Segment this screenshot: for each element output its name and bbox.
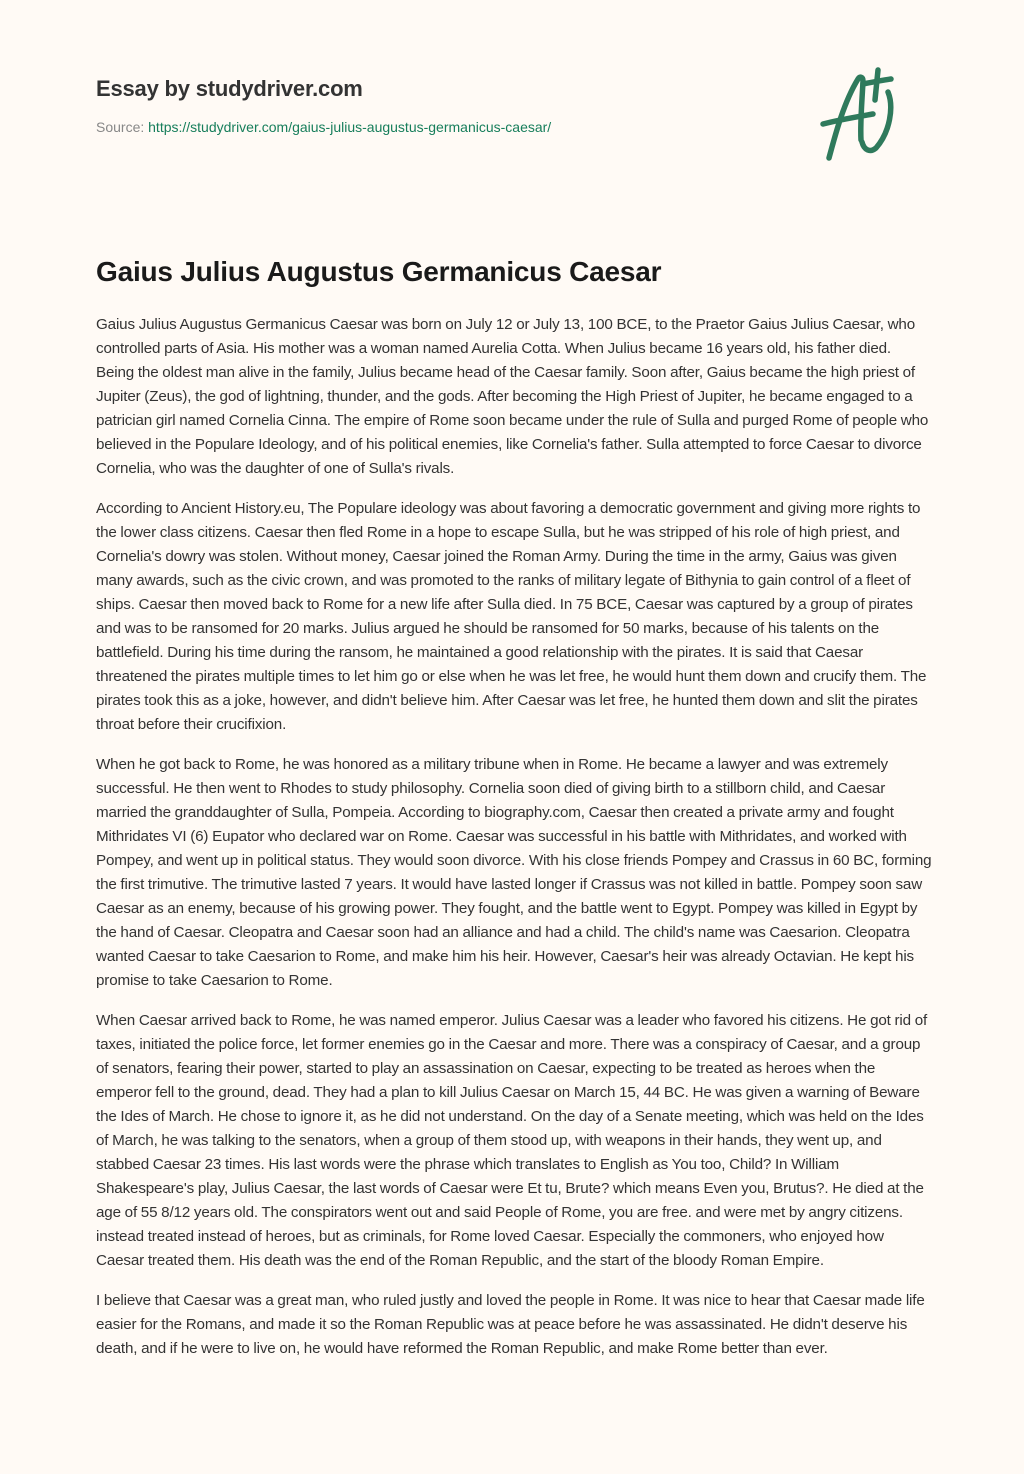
essay-body <box>96 313 932 1377</box>
brand-title: Essay by studydriver.com <box>96 76 363 101</box>
essay-paragraph: Gaius Julius Augustus Germanicus Caesar was born on July 12 or July 13, 100 BCE, to the Praetor Gaius Julius Caesar, who controlled parts of Asia. His mother was a woman named Aurelia Cotta. When Julius became 16 years old, his father died. Being the oldest man alive in the family, Julius became head of the Caesar family. Soon after, Gaius became the high priest of Jupiter (Zeus), the god of lightning, thunder, and the gods. After becoming the High Priest of Jupiter, he became engaged to a patrician girl named Cornelia Cinna. The empire of Rome soon became under the rule of Sulla and purged Rome of people who believed in the Populare Ideology, and of his political enemies, like Cornelia's father. Sulla attempted to force Caesar to divorce Cornelia, who was the daughter of one of Sulla's rivals. <box>96 316 929 477</box>
a-plus-handwritten-icon <box>818 62 938 172</box>
source-label: Source: <box>96 119 149 135</box>
essay-paragraph: According to Ancient History.eu, The Populare ideology was about favoring a democratic government and giving more rights to the lower class citizens. Caesar then fled Rome in a hope to escape Sulla, but he was stripped of his role of high priest, and Cornelia's dowry was stolen. Without money, Caesar joined the Roman Army. During the time in the army, Gaius was given many awards, such as the civic crown, and was promoted to the ranks of military legate of Bithynia to gain control of a fleet of ships. Caesar then moved back to Rome for a new life after Sulla died. In 75 BCE, Caesar was captured by a group of pirates and was to be ransomed for 20 marks. Julius argued he should be ransomed for 50 marks, because of his talents on the battlefield. During his time during the ransom, he maintained a good relationship with the pirates. It is said that Caesar threatened the pirates multiple times to let him go or else when he was let free, he would hunt them down and crucify them. The pirates took this as a joke, however, and didn't believe him. After Caesar was let free, he hunted them down and slit the pirates throat before their crucifixion. <box>96 500 927 733</box>
essay-paragraph: I believe that Caesar was a great man, who ruled justly and loved the people in Rome. It was nice to hear that Caesar made life easier for the Romans, and made it so the Roman Republic was at peace before he was assassinated. He didn't deserve his death, and if he were to live on, he would have reformed the Roman Republic, and make Rome better than ever. <box>96 1292 925 1357</box>
essay-paragraph: When he got back to Rome, he was honored as a military tribune when in Rome. He became a lawyer and was extremely successful. He then went to Rhodes to study philosophy. Cornelia soon died of giving birth to a stillborn child, and Caesar married the granddaughter of Sulla, Pompeia. According to biography.com, Caesar then created a private army and fought Mithridates VI (6) Eupator who declared war on Rome. Caesar was successful in his battle with Mithridates, and worked with Pompey, and went up in political status. They would soon divorce. With his close friends Pompey and Crassus in 60 BC, forming the first trimutive. The trimutive lasted 7 years. It would have lasted longer if Crassus was not killed in battle. Pompey soon saw Caesar as an enemy, because of his growing power. They fought, and the battle went to Egypt. Pompey was killed in Egypt by the hand of Caesar. Cleopatra and Caesar soon had an alliance and had a child. The child's name was Caesarion. Cleopatra wanted Caesar to take Caesarion to Rome, and make him his heir. However, Caesar's heir was already Octavian. He kept his promise to take Caesarion to Rome. <box>96 756 932 989</box>
page-header <box>96 74 796 136</box>
essay-paragraph: When Caesar arrived back to Rome, he was named emperor. Julius Caesar was a leader who favored his citizens. He got rid of taxes, initiated the police force, let former enemies go in the Caesar and more. There was a conspiracy of Caesar, and a group of senators, fearing their power, started to play an assassination on Caesar, expecting to be treated as heroes when the emperor fell to the ground, dead. They had a plan to kill Julius Caesar on March 15, 44 BC. He was given a warning of Beware the Ides of March. He chose to ignore it, as he did not understand. On the day of a Senate meeting, which was held on the Ides of March, he was talking to the senators, when a group of them stood up, with weapons in their hands, they went up, and stabbed Caesar 23 times. His last words were the phrase which translates to English as You too, Child? In William Shakespeare's play, Julius Caesar, the last words of Caesar were Et tu, Brute? which means Even you, Brutus?. He died at the age of 55 8/12 years old. The conspirators went out and said People of Rome, you are free. and were met by angry citizens. instead treated instead of heroes, but as criminals, for Rome loved Caesar. Especially the commoners, who enjoyed how Caesar treated them. His death was the end of the Roman Republic, and the start of the bloody Roman Empire. <box>96 1012 928 1269</box>
source-line <box>96 118 796 136</box>
source-link[interactable]: https://studydriver.com/gaius-julius-augustus-germanicus-caesar/ <box>148 119 552 135</box>
essay-title: Gaius Julius Augustus Germanicus Caesar <box>96 256 662 287</box>
